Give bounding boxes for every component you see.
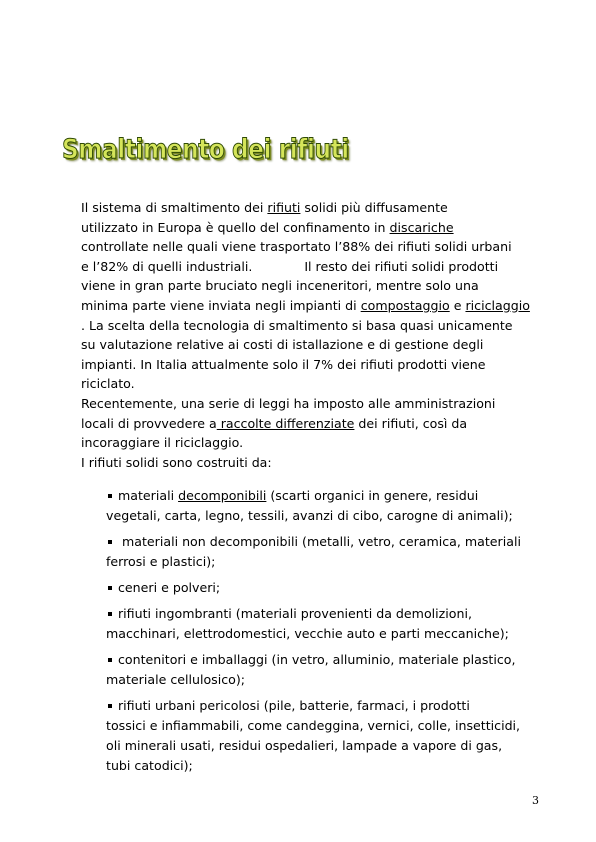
bullet-icon bbox=[108, 586, 112, 590]
text-line bbox=[81, 257, 536, 277]
text-line bbox=[106, 604, 536, 624]
text-line: I rifiuti solidi sono costruiti da: bbox=[81, 454, 272, 470]
link-discariche[interactable]: discariche bbox=[389, 219, 454, 235]
text-line: Recentemente, una serie di leggi ha imposto alle amministrazioni bbox=[81, 395, 496, 411]
text-segment: locali di provvedere a bbox=[81, 415, 217, 431]
text-line bbox=[106, 578, 536, 598]
text-segment: e l’82% di quelli industriali. bbox=[81, 258, 253, 274]
list-item bbox=[106, 578, 536, 598]
text-line bbox=[106, 696, 536, 716]
text-segment: Il sistema di smaltimento dei bbox=[81, 200, 268, 215]
text-line: . La scelta della tecnologia di smaltimento si basa quasi unicamente bbox=[81, 317, 513, 333]
text-line bbox=[106, 532, 536, 552]
list-item bbox=[106, 650, 536, 690]
bullet-icon bbox=[108, 540, 112, 544]
text-segment: Il resto dei rifiuti solidi prodotti bbox=[304, 258, 499, 274]
text-line: tossici e infiammabili, come candeggina, vernici, colle, insetticidi, bbox=[106, 718, 521, 733]
text-line: riciclato. bbox=[81, 376, 135, 392]
text-line: tubi catodici); bbox=[106, 758, 193, 773]
bullet-icon bbox=[108, 494, 112, 498]
text-segment: e bbox=[449, 297, 466, 313]
text-segment: rifiuti ingombranti (materiali provenienti da demolizioni, bbox=[118, 606, 472, 621]
bullet-list bbox=[106, 486, 536, 782]
bullet-icon bbox=[108, 658, 112, 662]
text-line: viene in gran parte bruciato negli inceneritori, mentre solo una bbox=[81, 278, 479, 294]
text-segment: minima parte viene inviata negli impianti di bbox=[81, 297, 361, 313]
text-line bbox=[81, 198, 536, 218]
text-segment: dei rifiuti, così da bbox=[354, 415, 468, 431]
text-line: impianti. In Italia attualmente solo il 7% dei rifiuti prodotti viene bbox=[81, 356, 486, 372]
body-paragraph bbox=[81, 198, 536, 472]
list-item bbox=[106, 604, 536, 644]
text-line: vegetali, carta, legno, tessili, avanzi di cibo, carogne di animali); bbox=[106, 508, 513, 523]
text-line: macchinari, elettrodomestici, vecchie auto e parti meccaniche); bbox=[106, 626, 509, 641]
text-segment: (scarti organici in genere, residui bbox=[266, 488, 479, 503]
bullet-icon bbox=[108, 612, 112, 616]
text-line: oli minerali usati, residui ospedalieri, lampade a vapore di gas, bbox=[106, 738, 503, 753]
link-compostaggio[interactable]: compostaggio bbox=[360, 297, 450, 313]
text-segment: ceneri e polveri; bbox=[118, 580, 221, 595]
text-segment: utilizzato in Europa è quello del confinamento in bbox=[81, 219, 390, 235]
text-line bbox=[81, 296, 536, 316]
text-line: ferrosi e plastici); bbox=[106, 554, 216, 569]
text-line bbox=[81, 218, 536, 238]
text-segment: rifiuti urbani pericolosi (pile, batterie, farmaci, i prodotti bbox=[118, 698, 470, 713]
text-line bbox=[81, 414, 536, 434]
list-item bbox=[106, 696, 536, 776]
text-segment: materiali non decomponibili (metalli, vetro, ceramica, materiali bbox=[118, 534, 521, 549]
bullet-icon bbox=[108, 704, 112, 708]
list-item bbox=[106, 486, 536, 526]
page-number: 3 bbox=[532, 794, 539, 807]
text-line: su valutazione relative ai costi di istallazione e di gestione degli bbox=[81, 337, 484, 353]
list-item bbox=[106, 532, 536, 572]
text-line bbox=[106, 486, 536, 506]
link-rifiuti[interactable]: rifiuti bbox=[267, 200, 301, 215]
link-decomponibili[interactable]: decomponibili bbox=[178, 488, 267, 503]
text-segment: solidi più diffusamente bbox=[300, 200, 448, 215]
text-line: materiale cellulosico); bbox=[106, 672, 246, 687]
link-raccolte-differenziate[interactable]: raccolte differenziate bbox=[216, 415, 355, 431]
page-title: Smaltimento dei rifiuti bbox=[62, 134, 349, 165]
text-line: controllate nelle quali viene trasportato l’88% dei rifiuti solidi urbani bbox=[81, 239, 512, 255]
link-riciclaggio[interactable]: riciclaggio bbox=[465, 297, 530, 313]
text-segment: contenitori e imballaggi (in vetro, alluminio, materiale plastico, bbox=[118, 652, 516, 667]
text-segment: materiali bbox=[118, 488, 179, 503]
text-line: incoraggiare il riciclaggio. bbox=[81, 435, 244, 451]
text-line bbox=[106, 650, 536, 670]
